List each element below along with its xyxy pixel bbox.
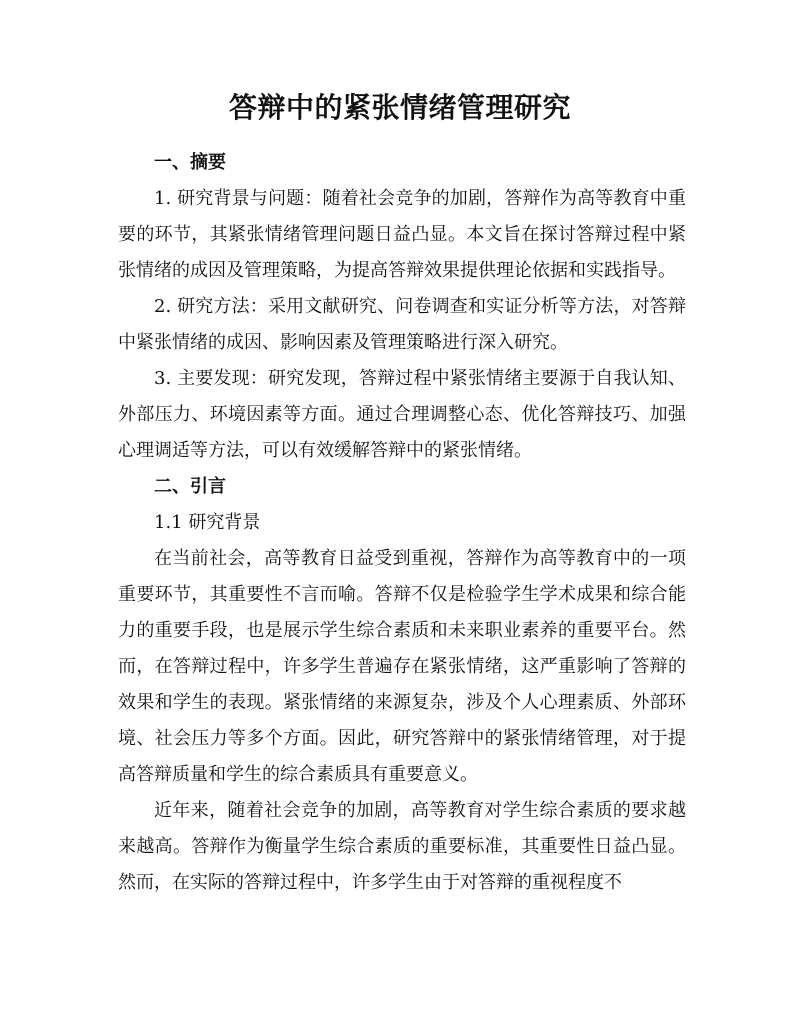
- document-title: 答辩中的紧张情绪管理研究: [228, 91, 571, 124]
- section-heading-introduction: 二、引言: [154, 476, 226, 497]
- document-body: [118, 145, 686, 901]
- section-heading-abstract: 一、摘要: [154, 152, 226, 173]
- abstract-paragraph-3: 3. 主要发现：研究发现，答辩过程中紧张情绪主要源于自我认知、外部压力、环境因素等方面。通过合理调整心态、优化答辩技巧、加强心理调适等方法，可以有效缓解答辩中的紧张情绪。: [118, 368, 686, 461]
- introduction-paragraph-1: 在当前社会，高等教育日益受到重视，答辩作为高等教育中的一项重要环节，其重要性不言而喻。答辩不仅是检验学生学术成果和综合能力的重要手段，也是展示学生综合素质和未来职业素养的重要平台。然而，在答辩过程中，许多学生普遍存在紧张情绪，这严重影响了答辩的效果和学生的表现。紧张情绪的来源复杂，涉及个人心理素质、外部环境、社会压力等多个方面。因此，研究答辩中的紧张情绪管理，对于提高答辩质量和学生的综合素质具有重要意义。: [118, 548, 686, 785]
- subsection-heading-background: 1.1 研究背景: [154, 512, 261, 533]
- abstract-paragraph-1: 1. 研究背景与问题：随着社会竞争的加剧，答辩作为高等教育中重要的环节，其紧张情绪管理问题日益凸显。本文旨在探讨答辩过程中紧张情绪的成因及管理策略，为提高答辩效果提供理论依据和实践指导。: [118, 188, 686, 281]
- abstract-paragraph-2: 2. 研究方法：采用文献研究、问卷调查和实证分析等方法，对答辩中紧张情绪的成因、影响因素及管理策略进行深入研究。: [118, 296, 686, 353]
- introduction-paragraph-2: 近年来，随着社会竞争的加剧，高等教育对学生综合素质的要求越来越高。答辩作为衡量学生综合素质的重要标准，其重要性日益凸显。然而，在实际的答辩过程中，许多学生由于对答辩的重视程度不: [118, 800, 686, 893]
